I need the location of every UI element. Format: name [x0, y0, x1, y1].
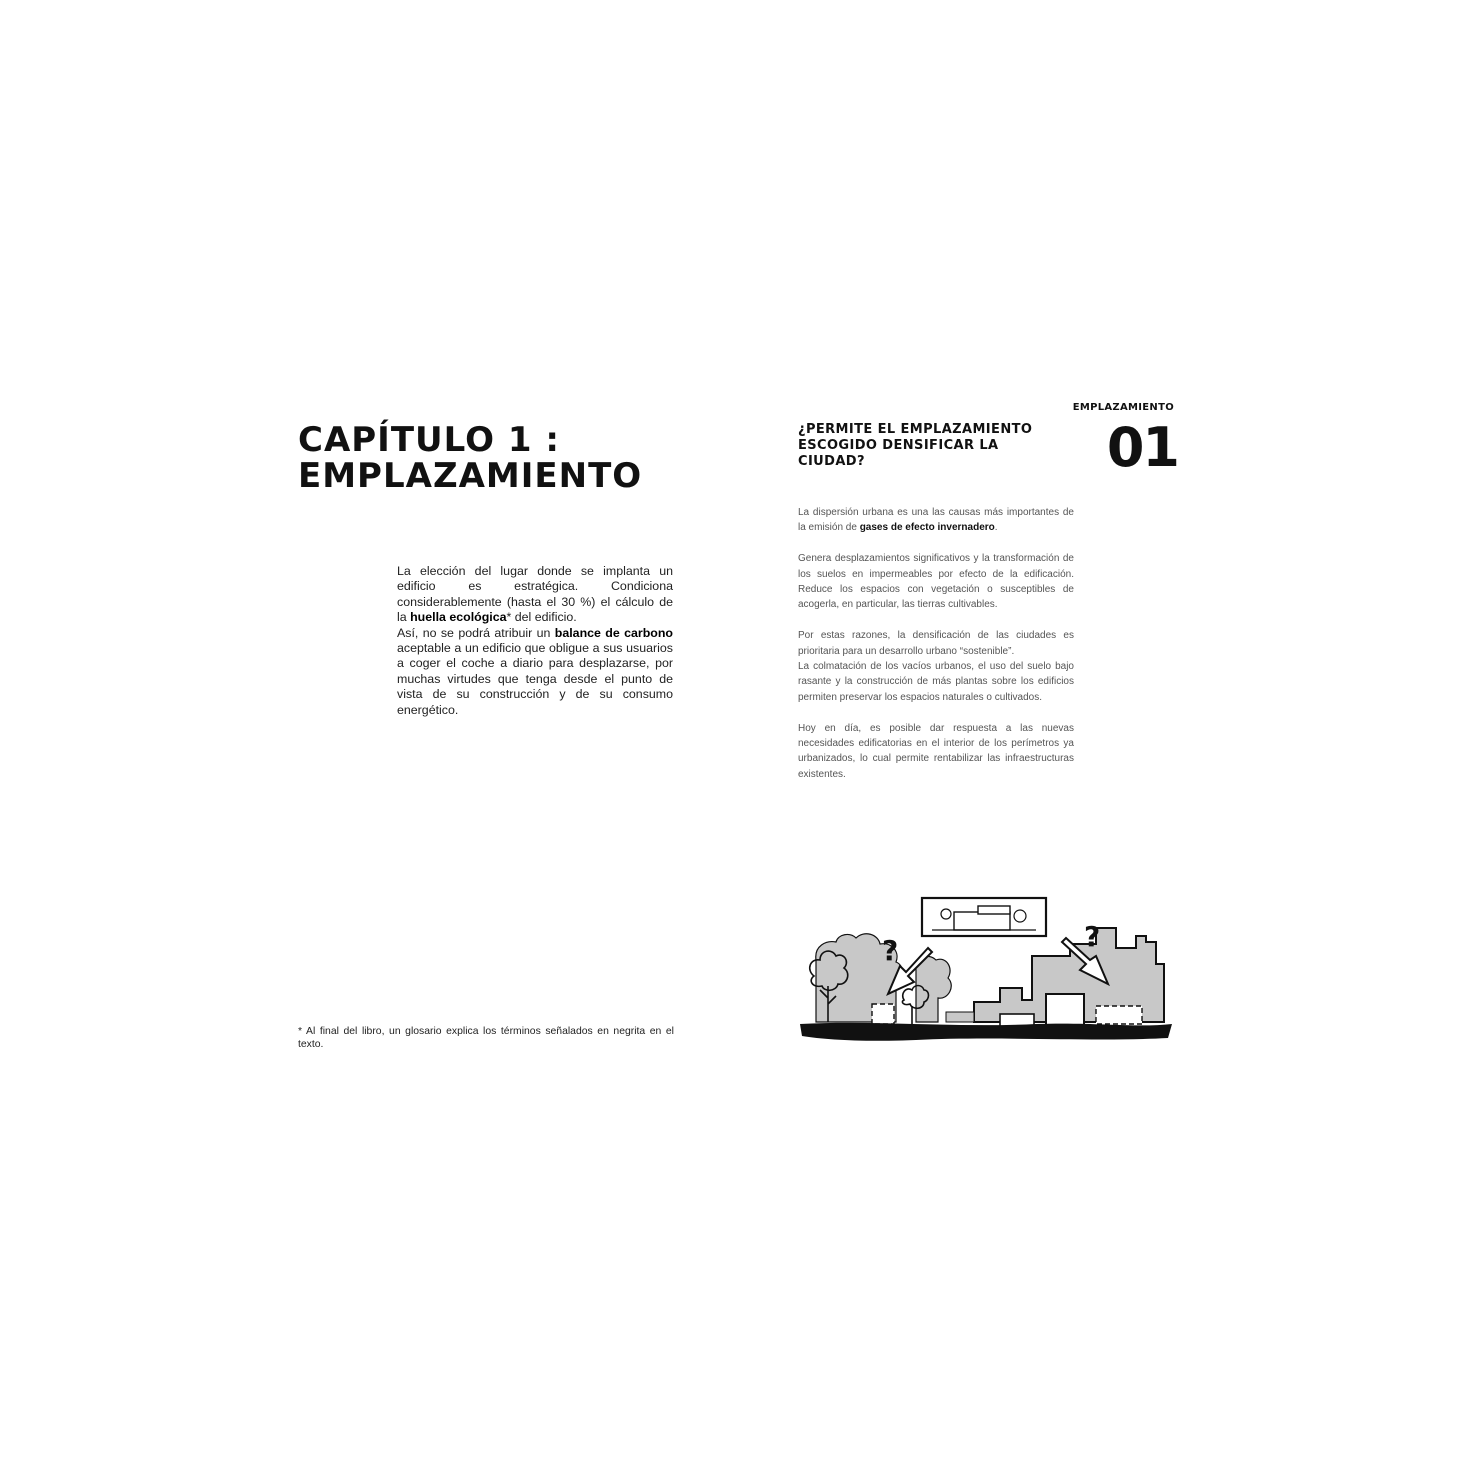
intro-text: aceptable a un edificio que obligue a sus usuarios a coger el coche a diario para desplazarse, por muchas virtudes que tenga desde el punto de vista de su construcción y de su consumo energético.: [397, 641, 673, 717]
intro-text: La elección del lugar donde se implanta un edificio es estratégica. Condiciona considerablemente (hasta el 30 %) el cálculo de la: [397, 564, 673, 625]
body-text: La dispersión urbana es una las causas más importantes de la emisión de: [798, 507, 1074, 534]
intro-text: Así, no se podrá atribuir un: [397, 625, 555, 640]
dashed-parcel: [872, 1004, 894, 1024]
intro-paragraph-1: [397, 564, 673, 626]
intro-paragraphs: [397, 564, 673, 718]
chapter-title: [298, 422, 718, 494]
question-mark-right: ?: [1084, 920, 1101, 953]
question-line-2: ESCOGIDO DENSIFICAR LA: [798, 438, 999, 453]
section-body: [798, 505, 1074, 798]
ground-line: [800, 1023, 1172, 1041]
chapter-number: 01: [1106, 416, 1178, 479]
glossary-term-gases-efecto-invernadero: gases de efecto invernadero: [859, 522, 995, 534]
sketch-cloud-frame: [922, 898, 1046, 936]
body-text: Por estas razones, la densificación de las ciudades es prioritaria para un desarrollo urbano “sostenible”.: [798, 630, 1074, 657]
section-label: EMPLAZAMIENTO: [1072, 402, 1174, 413]
question-mark-left: ?: [882, 934, 899, 967]
chapter-title-line-2: EMPLAZAMIENTO: [298, 456, 643, 496]
intro-text: * del edificio.: [506, 610, 577, 625]
glossary-term-huella-ecologica: huella ecológica: [410, 610, 507, 625]
section-question: [798, 422, 1068, 470]
glossary-term-balance-de-carbono: balance de carbono: [554, 625, 674, 640]
chapter-title-line-1: CAPÍTULO 1 :: [298, 420, 560, 460]
body-paragraph-3: [798, 628, 1074, 705]
body-text: La colmatación de los vacíos urbanos, el uso del suelo bajo rasante y la construcción de más plantas sobre los edificios permiten preservar los espacios naturales o cultivados.: [798, 661, 1074, 703]
intro-paragraph-2: [397, 626, 673, 718]
body-paragraph-4: Hoy en día, es posible dar respuesta a las nuevas necesidades edificatorias en el interior de los perímetros ya urbanizados, lo cual permite rentabilizar las infraestructuras existentes.: [798, 722, 1074, 780]
dashed-parcel: [1096, 1006, 1142, 1024]
footnote: * Al final del libro, un glosario explica los términos señalados en negrita en el texto.: [298, 1026, 674, 1050]
urban-densification-illustration: [796, 890, 1176, 1052]
body-paragraph-2: Genera desplazamientos significativos y la transformación de los suelos en impermeables por efecto de la edificación. Reduce los espacios con vegetación o susceptibles de acogerla, en particular, las tierras cultivables.: [798, 553, 1074, 611]
body-paragraph-1: [798, 505, 1074, 536]
question-line-1: ¿PERMITE EL EMPLAZAMIENTO: [798, 422, 1033, 437]
body-text: .: [994, 522, 998, 534]
question-line-3: CIUDAD?: [798, 454, 865, 469]
